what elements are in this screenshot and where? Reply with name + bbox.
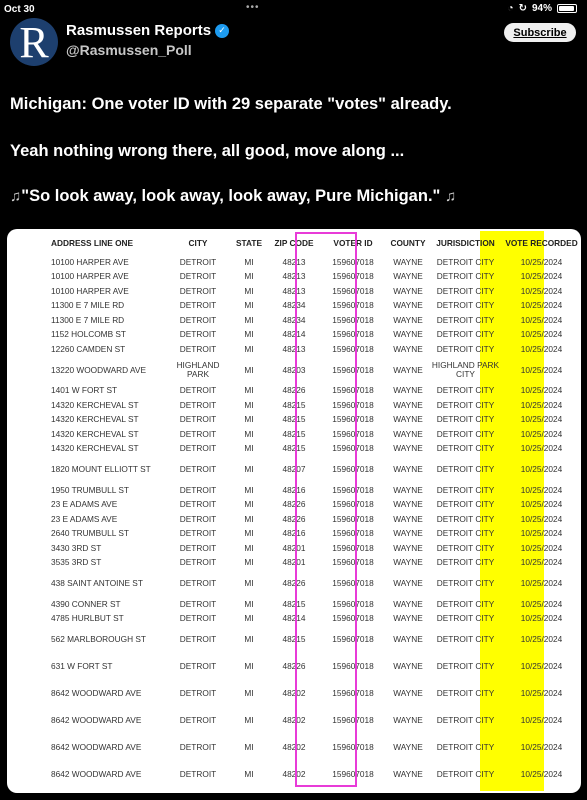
county-cell: WAYNE <box>393 314 423 325</box>
table-row <box>7 255 581 270</box>
battery-icon <box>557 4 577 13</box>
voter-id-cell: 159607018 <box>332 769 374 779</box>
state-cell: MI <box>244 271 254 282</box>
state-cell: MI <box>244 513 254 524</box>
verified-badge-icon: ✓ <box>215 24 229 38</box>
vote-recorded-cell: 10/25/2024 <box>520 688 563 698</box>
orientation-lock-icon: ↻ <box>518 3 527 14</box>
table-row <box>7 442 581 457</box>
county-cell: WAYNE <box>393 499 423 510</box>
zip-cell: 48226 <box>282 578 306 588</box>
jurisdiction-cell: DETROIT CITY <box>436 399 495 410</box>
jurisdiction-cell: DETROIT CITY <box>436 528 495 539</box>
jurisdiction-cell: DETROIT CITY <box>436 557 495 568</box>
avatar-logo: R <box>19 18 49 66</box>
state-cell: MI <box>244 464 254 474</box>
state-cell: MI <box>244 528 254 539</box>
state-cell: MI <box>244 300 254 311</box>
state-cell: MI <box>244 428 254 439</box>
column-header: CITY <box>188 237 208 248</box>
zip-cell: 48214 <box>282 329 306 340</box>
battery-level <box>559 6 574 11</box>
jurisdiction-cell: DETROIT CITY <box>436 578 495 588</box>
zip-cell: 48213 <box>282 256 306 267</box>
county-cell: WAYNE <box>393 329 423 340</box>
voter-id-cell: 159607018 <box>332 578 374 588</box>
jurisdiction-cell: DETROIT CITY <box>436 742 495 752</box>
voter-id-cell: 159607018 <box>332 343 374 354</box>
city-cell: DETROIT <box>179 661 217 671</box>
vote-recorded-cell: 10/25/2024 <box>520 742 563 752</box>
zip-cell: 48226 <box>282 513 306 524</box>
county-cell: WAYNE <box>393 661 423 671</box>
voter-id-cell: 159607018 <box>332 613 374 624</box>
zip-cell: 48202 <box>282 715 306 725</box>
zip-cell: 48215 <box>282 414 306 425</box>
voter-id-cell: 159607018 <box>332 484 374 495</box>
voter-id-cell: 159607018 <box>332 271 374 282</box>
zip-cell: 48226 <box>282 499 306 510</box>
vote-recorded-cell: 10/25/2024 <box>520 414 563 425</box>
user-handle[interactable]: @Rasmussen_Poll <box>66 42 192 58</box>
status-indicators <box>508 3 577 14</box>
state-cell: MI <box>244 613 254 624</box>
city-cell: DETROIT <box>179 329 217 340</box>
city-cell: DETROIT <box>179 742 217 752</box>
jurisdiction-cell: DETROIT CITY <box>436 769 495 779</box>
city-cell: DETROIT <box>179 300 217 311</box>
zip-cell: 48226 <box>282 385 306 396</box>
county-cell: WAYNE <box>393 271 423 282</box>
city-cell: DETROIT <box>179 399 217 410</box>
county-cell: WAYNE <box>393 464 423 474</box>
address-cell: 8642 WOODWARD AVE <box>51 688 142 698</box>
county-cell: WAYNE <box>393 364 423 375</box>
state-cell: MI <box>244 742 254 752</box>
vote-recorded-cell: 10/25/2024 <box>520 557 563 568</box>
address-cell: 14320 KERCHEVAL ST <box>51 399 139 410</box>
zip-cell: 48201 <box>282 542 306 553</box>
column-header: ZIP CODE <box>274 237 314 248</box>
county-cell: WAYNE <box>393 513 423 524</box>
county-cell: WAYNE <box>393 715 423 725</box>
voter-id-outline <box>295 232 357 787</box>
vote-recorded-cell: 10/25/2024 <box>520 300 563 311</box>
jurisdiction-cell: DETROIT CITY <box>436 598 495 609</box>
jurisdiction-cell: DETROIT CITY <box>436 464 495 474</box>
display-name[interactable]: Rasmussen Reports <box>66 22 212 39</box>
zip-cell: 48215 <box>282 634 306 644</box>
table-row <box>7 398 581 413</box>
tweet-header <box>0 14 587 74</box>
table-row <box>7 328 581 343</box>
vote-recorded-cell: 10/25/2024 <box>520 343 563 354</box>
county-cell: WAYNE <box>393 343 423 354</box>
city-cell: DETROIT <box>179 513 217 524</box>
vote-recorded-cell: 10/25/2024 <box>520 598 563 609</box>
address-cell: 8642 WOODWARD AVE <box>51 715 142 725</box>
jurisdiction-cell: DETROIT CITY <box>436 661 495 671</box>
voter-id-cell: 159607018 <box>332 598 374 609</box>
address-cell: 8642 WOODWARD AVE <box>51 769 142 779</box>
table-row <box>7 299 581 314</box>
address-cell: 23 E ADAMS AVE <box>51 513 118 524</box>
jurisdiction-cell: DETROIT CITY <box>436 314 495 325</box>
voter-id-cell: 159607018 <box>332 399 374 410</box>
jurisdiction-cell: DETROIT CITY <box>436 285 495 296</box>
voter-id-cell: 159607018 <box>332 285 374 296</box>
state-cell: MI <box>244 542 254 553</box>
table-row <box>7 413 581 428</box>
address-cell: 1820 MOUNT ELLIOTT ST <box>51 464 151 474</box>
table-row <box>7 597 581 612</box>
table-row <box>7 384 581 399</box>
county-cell: WAYNE <box>393 300 423 311</box>
city-cell: DETROIT <box>179 557 217 568</box>
voter-id-cell: 159607018 <box>332 542 374 553</box>
address-cell: 562 MARLBOROUGH ST <box>51 634 146 644</box>
vote-recorded-cell: 10/25/2024 <box>520 499 563 510</box>
status-date: Oct 30 <box>4 4 35 15</box>
voter-id-cell: 159607018 <box>332 329 374 340</box>
vote-recorded-cell: 10/25/2024 <box>520 364 563 375</box>
multitasking-dots-icon[interactable]: ••• <box>246 2 260 13</box>
address-cell: 8642 WOODWARD AVE <box>51 742 142 752</box>
state-cell: MI <box>244 484 254 495</box>
vote-recorded-cell: 10/25/2024 <box>520 513 563 524</box>
address-cell: 23 E ADAMS AVE <box>51 499 118 510</box>
jurisdiction-cell: DETROIT CITY <box>436 343 495 354</box>
vote-recorded-cell: 10/25/2024 <box>520 634 563 644</box>
address-cell: 14320 KERCHEVAL ST <box>51 414 139 425</box>
jurisdiction-cell: DETROIT CITY <box>436 271 495 282</box>
vote-recorded-cell: 10/25/2024 <box>520 443 563 454</box>
table-body <box>7 255 581 788</box>
zip-cell: 48213 <box>282 285 306 296</box>
city-cell: DETROIT <box>179 428 217 439</box>
city-cell: DETROIT <box>179 499 217 510</box>
voter-id-cell: 159607018 <box>332 499 374 510</box>
table-row <box>7 483 581 498</box>
avatar[interactable] <box>10 18 58 66</box>
table-row <box>7 734 581 761</box>
state-cell: MI <box>244 557 254 568</box>
vote-recorded-cell: 10/25/2024 <box>520 385 563 396</box>
city-cell: DETROIT <box>179 598 217 609</box>
state-cell: MI <box>244 634 254 644</box>
zip-cell: 48207 <box>282 464 306 474</box>
name-line <box>66 22 229 39</box>
address-cell: 3430 3RD ST <box>51 542 102 553</box>
county-cell: WAYNE <box>393 399 423 410</box>
address-cell: 631 W FORT ST <box>51 661 113 671</box>
zip-cell: 48234 <box>282 314 306 325</box>
voter-id-cell: 159607018 <box>332 414 374 425</box>
city-cell: DETROIT <box>179 385 217 396</box>
table-row <box>7 680 581 707</box>
jurisdiction-cell: DETROIT CITY <box>436 513 495 524</box>
voter-id-cell: 159607018 <box>332 742 374 752</box>
musical-notes-icon: ♫ <box>10 188 22 205</box>
city-cell: DETROIT <box>179 715 217 725</box>
county-cell: WAYNE <box>393 634 423 644</box>
state-cell: MI <box>244 578 254 588</box>
table-row <box>7 626 581 653</box>
state-cell: MI <box>244 364 254 375</box>
voter-id-cell: 159607018 <box>332 385 374 396</box>
address-cell: 12260 CAMDEN ST <box>51 343 126 354</box>
vote-recorded-cell: 10/25/2024 <box>520 256 563 267</box>
jurisdiction-cell: DETROIT CITY <box>436 634 495 644</box>
voter-id-cell: 159607018 <box>332 688 374 698</box>
jurisdiction-cell: DETROIT CITY <box>436 688 495 698</box>
county-cell: WAYNE <box>393 528 423 539</box>
voter-id-cell: 159607018 <box>332 314 374 325</box>
table-row <box>7 653 581 680</box>
address-cell: 10100 HARPER AVE <box>51 271 129 282</box>
subscribe-button[interactable]: Subscribe <box>504 23 576 42</box>
city-cell: DETROIT <box>179 578 217 588</box>
table-row <box>7 612 581 627</box>
address-cell: 438 SAINT ANTOINE ST <box>51 578 143 588</box>
county-cell: WAYNE <box>393 613 423 624</box>
address-cell: 2640 TRUMBULL ST <box>51 528 129 539</box>
vote-recorded-cell: 10/25/2024 <box>520 271 563 282</box>
city-cell: DETROIT <box>179 613 217 624</box>
voter-id-cell: 159607018 <box>332 715 374 725</box>
city-cell: DETROIT <box>179 542 217 553</box>
jurisdiction-cell: DETROIT CITY <box>436 443 495 454</box>
address-cell: 11300 E 7 MILE RD <box>51 314 125 325</box>
column-header: ADDRESS LINE ONE <box>51 237 134 248</box>
zip-cell: 48203 <box>282 364 306 375</box>
column-header: VOTE RECORDED <box>505 237 578 248</box>
table-row <box>7 357 581 384</box>
vote-recorded-cell: 10/25/2024 <box>520 613 563 624</box>
zip-cell: 48215 <box>282 428 306 439</box>
state-cell: MI <box>244 414 254 425</box>
state-cell: MI <box>244 399 254 410</box>
table-row <box>7 342 581 357</box>
county-cell: WAYNE <box>393 542 423 553</box>
city-cell: DETROIT <box>179 271 217 282</box>
state-cell: MI <box>244 329 254 340</box>
jurisdiction-cell: DETROIT CITY <box>436 428 495 439</box>
tweet-quote: "So look away, look away, look away, Pure Michigan." <box>21 187 441 205</box>
city-cell: DETROIT <box>179 769 217 779</box>
jurisdiction-cell: DETROIT CITY <box>436 484 495 495</box>
vote-recorded-cell: 10/25/2024 <box>520 715 563 725</box>
voter-id-cell: 159607018 <box>332 661 374 671</box>
zip-cell: 48201 <box>282 557 306 568</box>
address-cell: 11300 E 7 MILE RD <box>51 300 125 311</box>
county-cell: WAYNE <box>393 414 423 425</box>
jurisdiction-cell: DETROIT CITY <box>436 613 495 624</box>
zip-cell: 48234 <box>282 300 306 311</box>
city-cell: DETROIT <box>179 314 217 325</box>
vote-recorded-cell: 10/25/2024 <box>520 661 563 671</box>
voter-id-cell: 159607018 <box>332 256 374 267</box>
address-cell: 4390 CONNER ST <box>51 598 121 609</box>
address-cell: 3535 3RD ST <box>51 557 102 568</box>
attached-image[interactable] <box>7 229 581 793</box>
county-cell: WAYNE <box>393 578 423 588</box>
vote-recorded-cell: 10/25/2024 <box>520 314 563 325</box>
address-cell: 1950 TRUMBULL ST <box>51 484 129 495</box>
state-cell: MI <box>244 385 254 396</box>
county-cell: WAYNE <box>393 769 423 779</box>
city-cell: DETROIT <box>179 528 217 539</box>
county-cell: WAYNE <box>393 742 423 752</box>
zip-cell: 48202 <box>282 688 306 698</box>
zip-cell: 48226 <box>282 661 306 671</box>
address-cell: 4785 HURLBUT ST <box>51 613 124 624</box>
vote-recorded-cell: 10/25/2024 <box>520 428 563 439</box>
jurisdiction-cell: DETROIT CITY <box>436 414 495 425</box>
table-row <box>7 270 581 285</box>
state-cell: MI <box>244 598 254 609</box>
city-cell: DETROIT <box>179 688 217 698</box>
address-cell: 14320 KERCHEVAL ST <box>51 443 139 454</box>
address-cell: 14320 KERCHEVAL ST <box>51 428 139 439</box>
city-cell: DETROIT <box>179 343 217 354</box>
zip-cell: 48202 <box>282 742 306 752</box>
zip-cell: 48215 <box>282 443 306 454</box>
zip-cell: 48213 <box>282 343 306 354</box>
address-cell: 13220 WOODWARD AVE <box>51 364 146 375</box>
vote-recorded-cell: 10/25/2024 <box>520 329 563 340</box>
city-cell: DETROIT <box>179 256 217 267</box>
tweet-text-line-3 <box>10 187 456 206</box>
vote-recorded-cell: 10/25/2024 <box>520 464 563 474</box>
jurisdiction-cell: DETROIT CITY <box>436 300 495 311</box>
zip-cell: 48213 <box>282 271 306 282</box>
column-header: COUNTY <box>390 237 426 248</box>
column-header: JURISDICTION <box>436 237 495 248</box>
address-cell: 10100 HARPER AVE <box>51 256 129 267</box>
state-cell: MI <box>244 688 254 698</box>
state-cell: MI <box>244 443 254 454</box>
table-row <box>7 313 581 328</box>
state-cell: MI <box>244 715 254 725</box>
voter-id-cell: 159607018 <box>332 557 374 568</box>
jurisdiction-cell: DETROIT CITY <box>436 256 495 267</box>
voter-id-cell: 159607018 <box>332 364 374 375</box>
city-cell: DETROIT <box>179 634 217 644</box>
county-cell: WAYNE <box>393 428 423 439</box>
county-cell: WAYNE <box>393 385 423 396</box>
vote-recorded-cell: 10/25/2024 <box>520 399 563 410</box>
voter-id-cell: 159607018 <box>332 443 374 454</box>
zip-cell: 48215 <box>282 399 306 410</box>
address-cell: 1401 W FORT ST <box>51 385 118 396</box>
table-header-row <box>7 229 581 255</box>
county-cell: WAYNE <box>393 557 423 568</box>
vote-recorded-cell: 10/25/2024 <box>520 285 563 296</box>
table-row <box>7 707 581 734</box>
city-cell: DETROIT <box>179 443 217 454</box>
vote-recorded-cell: 10/25/2024 <box>520 528 563 539</box>
state-cell: MI <box>244 285 254 296</box>
state-cell: MI <box>244 661 254 671</box>
table-row <box>7 456 581 483</box>
table-row <box>7 541 581 556</box>
state-cell: MI <box>244 256 254 267</box>
table-row <box>7 427 581 442</box>
table-row <box>7 556 581 571</box>
table-row <box>7 761 581 788</box>
vote-recorded-cell: 10/25/2024 <box>520 769 563 779</box>
jurisdiction-cell: DETROIT CITY <box>436 499 495 510</box>
zip-cell: 48214 <box>282 613 306 624</box>
zip-cell: 48216 <box>282 528 306 539</box>
state-cell: MI <box>244 769 254 779</box>
county-cell: WAYNE <box>393 688 423 698</box>
zip-cell: 48215 <box>282 598 306 609</box>
voter-table <box>7 229 581 788</box>
table-row <box>7 284 581 299</box>
table-row <box>7 570 581 597</box>
state-cell: MI <box>244 343 254 354</box>
county-cell: WAYNE <box>393 256 423 267</box>
county-cell: WAYNE <box>393 598 423 609</box>
jurisdiction-cell: DETROIT CITY <box>436 329 495 340</box>
state-cell: MI <box>244 499 254 510</box>
vote-recorded-cell: 10/25/2024 <box>520 578 563 588</box>
city-cell: DETROIT <box>179 464 217 474</box>
voter-id-cell: 159607018 <box>332 513 374 524</box>
tweet-text-line-2: Yeah nothing wrong there, all good, move along ... <box>10 142 405 160</box>
voter-id-cell: 159607018 <box>332 428 374 439</box>
address-cell: 1152 HOLCOMB ST <box>51 329 127 340</box>
jurisdiction-cell: DETROIT CITY <box>436 385 495 396</box>
county-cell: WAYNE <box>393 484 423 495</box>
zip-cell: 48216 <box>282 484 306 495</box>
wifi-icon: ◔ <box>507 3 514 14</box>
table-row <box>7 498 581 513</box>
city-cell: DETROIT <box>179 484 217 495</box>
city-cell: HIGHLAND PARK <box>176 360 220 379</box>
column-header: STATE <box>236 237 262 248</box>
voter-id-cell: 159607018 <box>332 634 374 644</box>
county-cell: WAYNE <box>393 285 423 296</box>
jurisdiction-cell: HIGHLAND PARK CITY <box>431 360 500 379</box>
voter-id-cell: 159607018 <box>332 464 374 474</box>
zip-cell: 48202 <box>282 769 306 779</box>
state-cell: MI <box>244 314 254 325</box>
vote-recorded-cell: 10/25/2024 <box>520 484 563 495</box>
city-cell: DETROIT <box>179 285 217 296</box>
table-row <box>7 527 581 542</box>
county-cell: WAYNE <box>393 443 423 454</box>
jurisdiction-cell: DETROIT CITY <box>436 542 495 553</box>
voter-id-cell: 159607018 <box>332 300 374 311</box>
jurisdiction-cell: DETROIT CITY <box>436 715 495 725</box>
musical-notes-icon: ♫ <box>444 188 457 205</box>
voter-id-cell: 159607018 <box>332 528 374 539</box>
address-cell: 10100 HARPER AVE <box>51 285 129 296</box>
vote-recorded-cell: 10/25/2024 <box>520 542 563 553</box>
table-row <box>7 512 581 527</box>
city-cell: DETROIT <box>179 414 217 425</box>
tweet-text-line-1: Michigan: One voter ID with 29 separate "votes" already. <box>10 95 452 113</box>
column-header: VOTER ID <box>333 237 373 248</box>
battery-percent: 94% <box>531 3 552 14</box>
